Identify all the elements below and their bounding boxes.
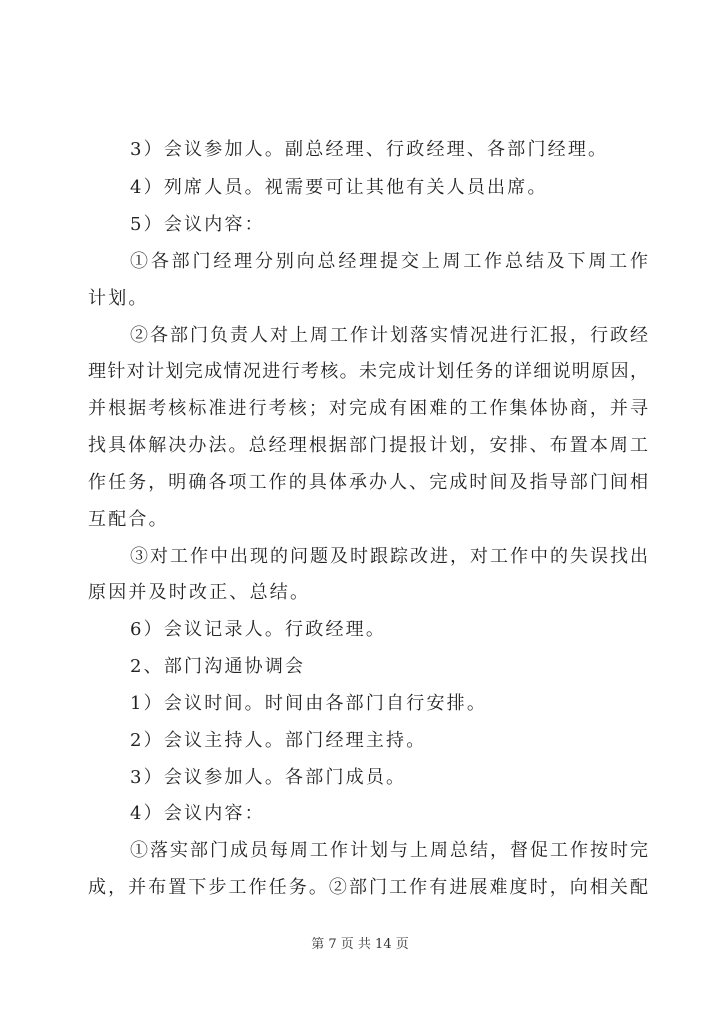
paragraph-line: 3）会议参加人。各部门成员。 (130, 767, 407, 788)
paragraph-line: 原因并及时改正、总结。 (88, 582, 311, 603)
paragraph-line: 成，并布置下步工作任务。②部门工作有进展难度时，向相关配 (88, 877, 648, 898)
section-heading: 2、部门沟通协调会 (130, 656, 306, 677)
paragraph-line: ①各部门经理分别向总经理提交上周工作总结及下周工作 (130, 251, 648, 272)
paragraph-line: ①落实部门成员每周工作计划与上周总结，督促工作按时完 (130, 840, 648, 861)
paragraph-line: 5）会议内容： (130, 214, 265, 235)
paragraph-line: 作任务，明确各项工作的具体承办人、完成时间及指导部门间相 (88, 472, 648, 493)
page-footer: 第 7 页 共 14 页 (311, 937, 409, 952)
paragraph-line: 互配合。 (88, 509, 169, 530)
paragraph-line: 2）会议主持人。部门经理主持。 (130, 730, 427, 751)
paragraph-line: ②各部门负责人对上周工作计划落实情况进行汇报，行政经 (130, 325, 648, 346)
paragraph-line: 1）会议时间。时间由各部门自行安排。 (130, 693, 488, 714)
paragraph-line: 找具体解决办法。总经理根据部门提报计划，安排、布置本周工 (88, 435, 648, 456)
paragraph-line: ③对工作中出现的问题及时跟踪改进，对工作中的失误找出 (130, 546, 648, 567)
paragraph-line: 4）会议内容： (130, 803, 265, 824)
paragraph-line: 并根据考核标准进行考核；对完成有困难的工作集体协商，并寻 (88, 398, 648, 419)
paragraph-line: 6）会议记录人。行政经理。 (130, 619, 387, 640)
paragraph-line: 理针对计划完成情况进行考核。未完成计划任务的详细说明原因， (88, 361, 648, 382)
paragraph-line: 4）列席人员。视需要可让其他有关人员出席。 (130, 177, 548, 198)
paragraph-line: 3）会议参加人。副总经理、行政经理、各部门经理。 (130, 139, 609, 160)
paragraph-line: 计划。 (88, 288, 149, 309)
